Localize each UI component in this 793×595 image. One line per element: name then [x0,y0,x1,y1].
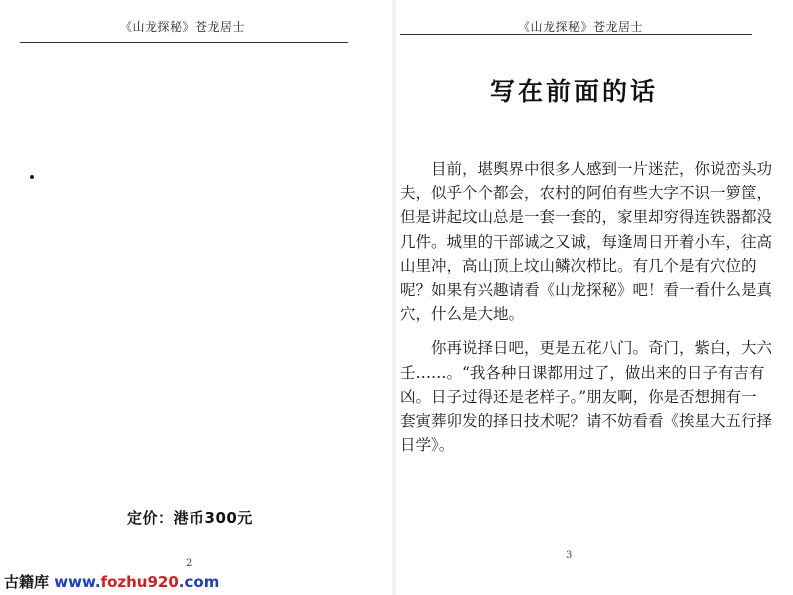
left-page [0,0,392,595]
watermark-url-suffix: .com [178,573,220,591]
preface-body [400,157,772,457]
right-page-number: 3 [566,550,573,561]
site-watermark[interactable] [4,571,219,592]
preface-paragraph-2: 你再说择日吧，更是五花八门。奇门，紫白，大六壬……。“我各种日课都用过了，做出来的日子有吉有凶。日子过得还是老样子。”朋友啊，你是否想拥有一套寅葬卯发的择日技术呢？请不妨看看《挨星大五行择日学》。 [400,339,773,455]
left-header-rule [20,42,348,43]
right-page-header: 《山龙探秘》苍龙居士 [518,20,644,34]
preface-paragraph-1: 目前，堪舆界中很多人感到一片迷茫，你说峦头功夫，似乎个个都会，农村的阿伯有些大字不识一箩筐，但是讲起坟山总是一套一套的，家里却穷得连铁器都没几件。城里的干部诚之又诚，每逢周日开着小车，往高山里冲，高山顶上坟山鳞次栉比。有几个是有穴位的呢？如果有兴趣请看《山龙探秘》吧！看一看什么是真穴，什么是大地。 [400,160,773,324]
right-page [396,0,793,595]
price-label: 定价：港币300元 [127,509,253,527]
ink-speck [30,175,34,179]
left-page-header: 《山龙探秘》苍龙居士 [120,20,246,34]
watermark-brand: 古籍库 [4,573,50,591]
page-title: 写在前面的话 [490,77,659,106]
watermark-url-prefix: www. [54,573,101,591]
left-page-number: 2 [186,558,193,569]
watermark-url-domain: fozhu920 [100,573,179,591]
right-header-rule [400,34,752,35]
